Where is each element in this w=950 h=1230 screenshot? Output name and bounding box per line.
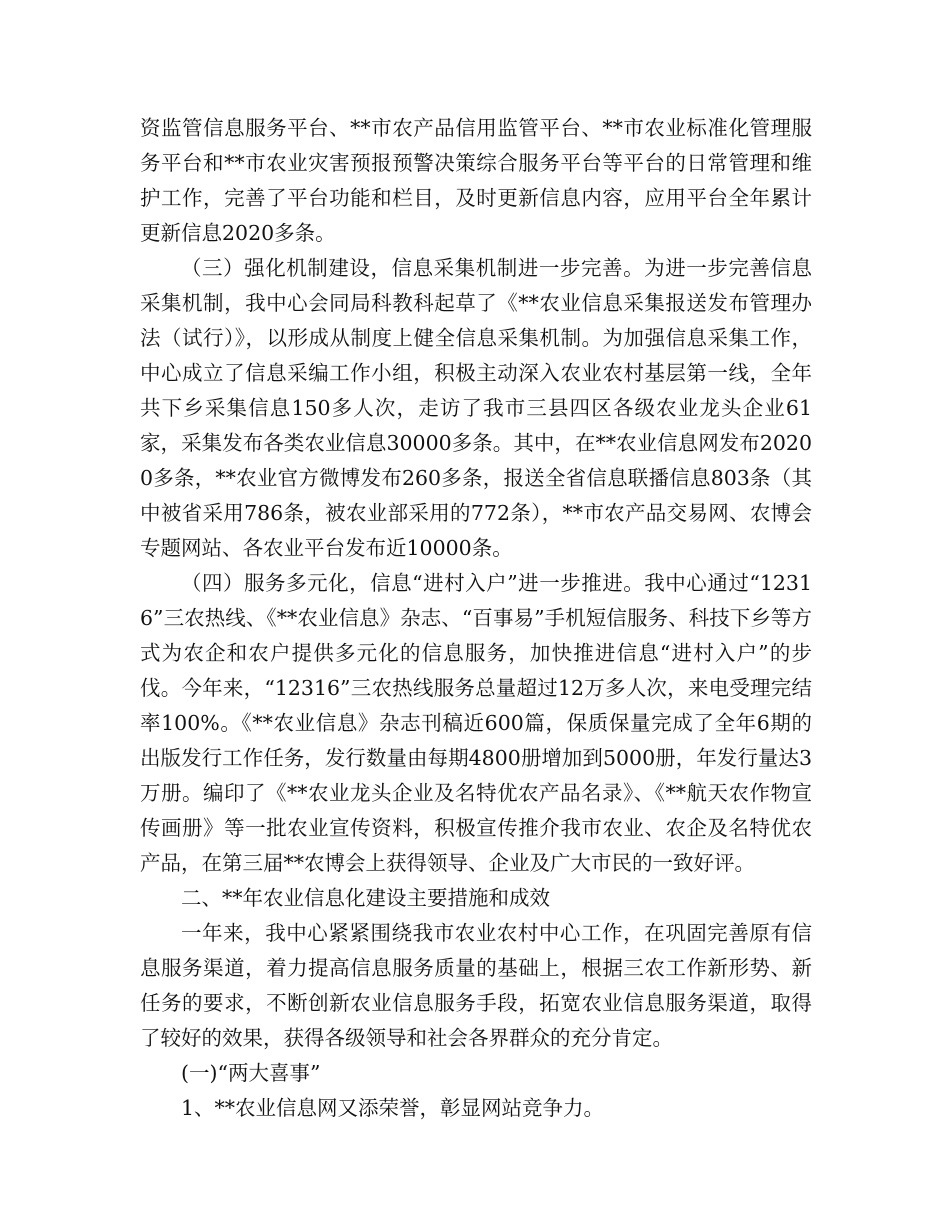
document-page — [140, 111, 812, 1126]
paragraph-section-four: （四）服务多元化，信息“进村入户”进一步推进。我中心通过“12316”三农热线、《**农业信息》杂志、“百事易”手机短信服务、科技下乡等方式为农企和农户提供多元化的信息服务，加快推进信息“进村入户”的步伐。今年来，“12316”三农热线服务总量超过12万多人次，来电受理完结率100%。《**农业信息》杂志刊稿近600篇，保质保量完成了全年6期的出版发行工作任务，发行数量由每期4800册增加到5000册，年发行量达3万册。编印了《**农业龙头企业及名特优农产品名录》、《**航天农作物宣传画册》等一批农业宣传资料，积极宣传推介我市农业、农企及名特优农产品，在第三届**农博会上获得领导、企业及广大市民的一致好评。 — [140, 571, 812, 875]
paragraph-summary: 一年来，我中心紧紧围绕我市农业农村中心工作，在巩固完善原有信息服务渠道，着力提高信息服务质量的基础上，根据三农工作新形势、新任务的要求，不断创新农业信息服务手段，拓宽农业信息服务渠道，取得了较好的效果，获得各级领导和社会各界群众的充分肯定。 — [140, 921, 812, 1050]
subheading-two-events: (一)“两大喜事” — [181, 1061, 321, 1085]
heading-section-two: 二、**年农业信息化建设主要措施和成效 — [181, 886, 550, 910]
paragraph-platform-maintenance: 资监管信息服务平台、**市农产品信用监管平台、**市农业标准化管理服务平台和**市农业灾害预报预警决策综合服务平台等平台的日常管理和维护工作，完善了平台功能和栏目，及时更新信息内容，应用平台全年累计更新信息2020多条。 — [140, 116, 812, 245]
paragraph-section-three: （三）强化机制建设，信息采集机制进一步完善。为进一步完善信息采集机制，我中心会同局科教科起草了《**农业信息采集报送发布管理办法（试行）》，以形成从制度上健全信息采集机制。为加强信息采集工作，中心成立了信息采编工作小组，积极主动深入农业农村基层第一线，全年共下乡采集信息150多人次，走访了我市三县四区各级农业龙头企业61家，采集发布各类农业信息30000多条。其中，在**农业信息网发布20200多条，**农业官方微博发布260多条，报送全省信息联播信息803条（其中被省采用786条，被农业部采用的772条），**市农产品交易网、农博会专题网站、各农业平台发布近10000条。 — [140, 256, 812, 560]
subheading-item-one: 1、**农业信息网又添荣誉，彰显网站竞争力。 — [181, 1096, 605, 1120]
